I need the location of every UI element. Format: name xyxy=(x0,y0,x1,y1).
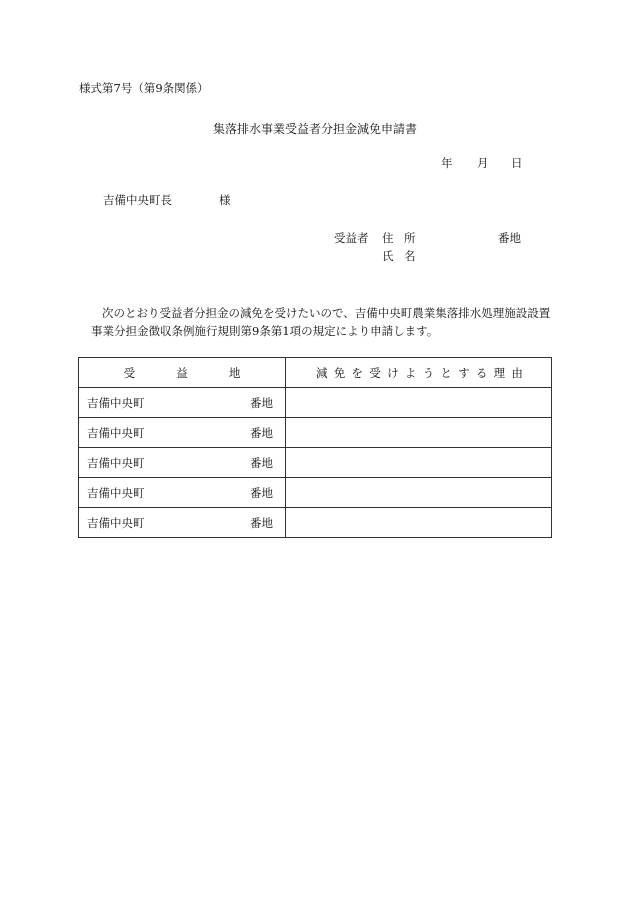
header-reason xyxy=(286,358,552,388)
header-land-char: 地 xyxy=(228,365,241,380)
header-reason-char: よ xyxy=(404,365,417,380)
land-town: 吉備中央町 xyxy=(87,485,145,500)
land-table xyxy=(78,357,552,538)
header-land xyxy=(79,358,286,388)
address-label-1: 住 xyxy=(382,231,394,245)
table-row xyxy=(79,448,552,478)
land-suffix: 番地 xyxy=(250,455,273,470)
table-row xyxy=(79,418,552,448)
header-reason-char: す xyxy=(458,365,470,380)
body-paragraph xyxy=(91,304,561,340)
table-row xyxy=(79,388,552,418)
document-title: 集落排水事業受益者分担金減免申請書 xyxy=(212,122,417,136)
reason-cell xyxy=(286,508,552,538)
body-text: 次のとおり受益者分担金の減免を受けたいので、吉備中央町農業集落排水処理施設設置事業分担金徴収条例施行規則第9条第1項の規定により申請します。 xyxy=(91,306,551,338)
header-reason-char: け xyxy=(387,365,399,380)
applicant-label: 受益者 xyxy=(334,231,369,245)
land-suffix: 番地 xyxy=(250,515,273,530)
form-number: 様式第7号（第9条関係） xyxy=(79,81,209,95)
header-reason-char: を xyxy=(351,365,364,380)
addressee-honorific: 様 xyxy=(219,193,231,207)
header-reason-char: る xyxy=(475,365,488,380)
header-land-char: 益 xyxy=(176,365,188,380)
address-suffix: 番地 xyxy=(498,231,521,245)
reason-cell xyxy=(286,388,552,418)
reason-cell xyxy=(286,418,552,448)
land-town: 吉備中央町 xyxy=(87,425,145,440)
header-reason-char: 減 xyxy=(316,365,328,380)
land-cell xyxy=(79,478,286,508)
reason-cell xyxy=(286,478,552,508)
date-day-label: 日 xyxy=(511,156,523,170)
header-reason-char: 受 xyxy=(369,365,381,380)
land-cell xyxy=(79,448,286,478)
header-reason-char: 理 xyxy=(493,365,506,380)
table-header-row xyxy=(79,358,552,388)
header-reason-char: 免 xyxy=(333,365,346,380)
table-row xyxy=(79,508,552,538)
header-reason-char: と xyxy=(440,365,452,380)
reason-cell xyxy=(286,448,552,478)
land-suffix: 番地 xyxy=(250,395,273,410)
name-label-2: 名 xyxy=(404,249,416,263)
land-town: 吉備中央町 xyxy=(87,455,145,470)
land-town: 吉備中央町 xyxy=(87,395,145,410)
land-cell xyxy=(79,418,286,448)
land-suffix: 番地 xyxy=(250,485,273,500)
address-label-2: 所 xyxy=(404,231,416,245)
table-row xyxy=(79,478,552,508)
land-suffix: 番地 xyxy=(250,425,273,440)
header-land-char: 受 xyxy=(123,365,136,380)
addressee-name: 吉備中央町長 xyxy=(103,193,172,207)
land-town: 吉備中央町 xyxy=(87,515,145,530)
land-cell xyxy=(79,388,286,418)
header-reason-char: 由 xyxy=(511,365,523,380)
name-label-1: 氏 xyxy=(382,249,394,263)
date-year-label: 年 xyxy=(441,156,453,170)
land-cell xyxy=(79,508,286,538)
header-reason-char: う xyxy=(422,365,435,380)
date-month-label: 月 xyxy=(477,156,489,170)
